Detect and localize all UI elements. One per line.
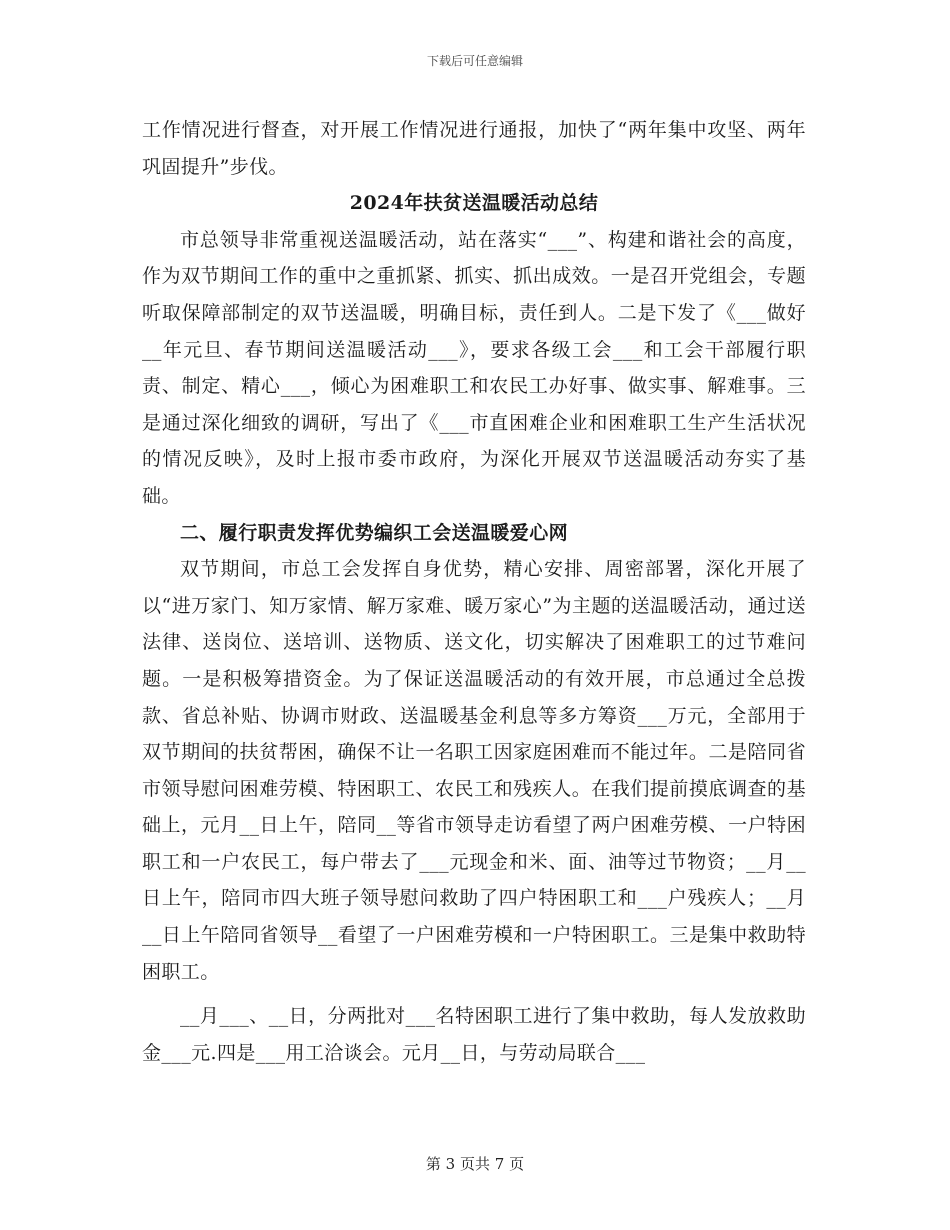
section-heading-2: 二、履行职责发挥优势编织工会送温暖爱心网	[180, 521, 569, 544]
document-title: 2024年扶贫送温暖活动总结	[349, 192, 599, 215]
paragraph-1: 市总领导非常重视送温暖活动，站在落实“___”、构建和谐社会的高度，作为双节期间工作的重中之重抓紧、抓实、抓出成效。一是召开党组会，专题听取保障部制定的双节送温暖，明确目标，责任到人。二是下发了《___做好__年元旦、春节期间送温暖活动___》，要求各级工会___和工会干部履行职责、制定、精心___，倾心为困难职工和农民工办好事、做实事、解难事。三是通过深化细致的调研，写出了《___市直困难企业和困难职工生产生活状况的情况反映》，及时上报市委市政府，为深化开展双节送温暖活动夯实了基础。	[142, 228, 806, 507]
page-footer: 第 3 页共 7 页	[425, 1155, 525, 1173]
page-header: 下载后可任意编辑	[426, 54, 523, 68]
document-body	[142, 112, 806, 1071]
paragraph-continued: 工作情况进行督查，对开展工作情况进行通报，加快了“两年集中攻坚、两年巩固提升”步伐。	[142, 119, 806, 178]
paragraph-2: 双节期间，市总工会发挥自身优势，精心安排、周密部署，深化开展了以“进万家门、知万家情、解万家难、暖万家心”为主题的送温暖活动，通过送法律、送岗位、送培训、送物质、送文化，切实解决了困难职工的过节难问题。一是积极筹措资金。为了保证送温暖活动的有效开展，市总通过全总拨款、省总补贴、协调市财政、送温暖基金利息等多方筹资___万元，全部用于双节期间的扶贫帮困，确保不让一名职工因家庭困难而不能过年。二是陪同省市领导慰问困难劳模、特困职工、农民工和残疾人。在我们提前摸底调查的基础上，元月__日上午，陪同__等省市领导走访看望了两户困难劳模、一户特困职工和一户农民工，每户带去了___元现金和米、面、油等过节物资；__月__日上午，陪同市四大班子领导慰问救助了四户特困职工和___户残疾人；__月__日上午陪同省领导__看望了一户困难劳模和一户特困职工。三是集中救助特困职工。	[142, 558, 806, 983]
paragraph-3: __月___、__日，分两批对___名特困职工进行了集中救助，每人发放救助金___元.四是___用工洽谈会。元月__日，与劳动局联合___	[142, 1005, 806, 1064]
